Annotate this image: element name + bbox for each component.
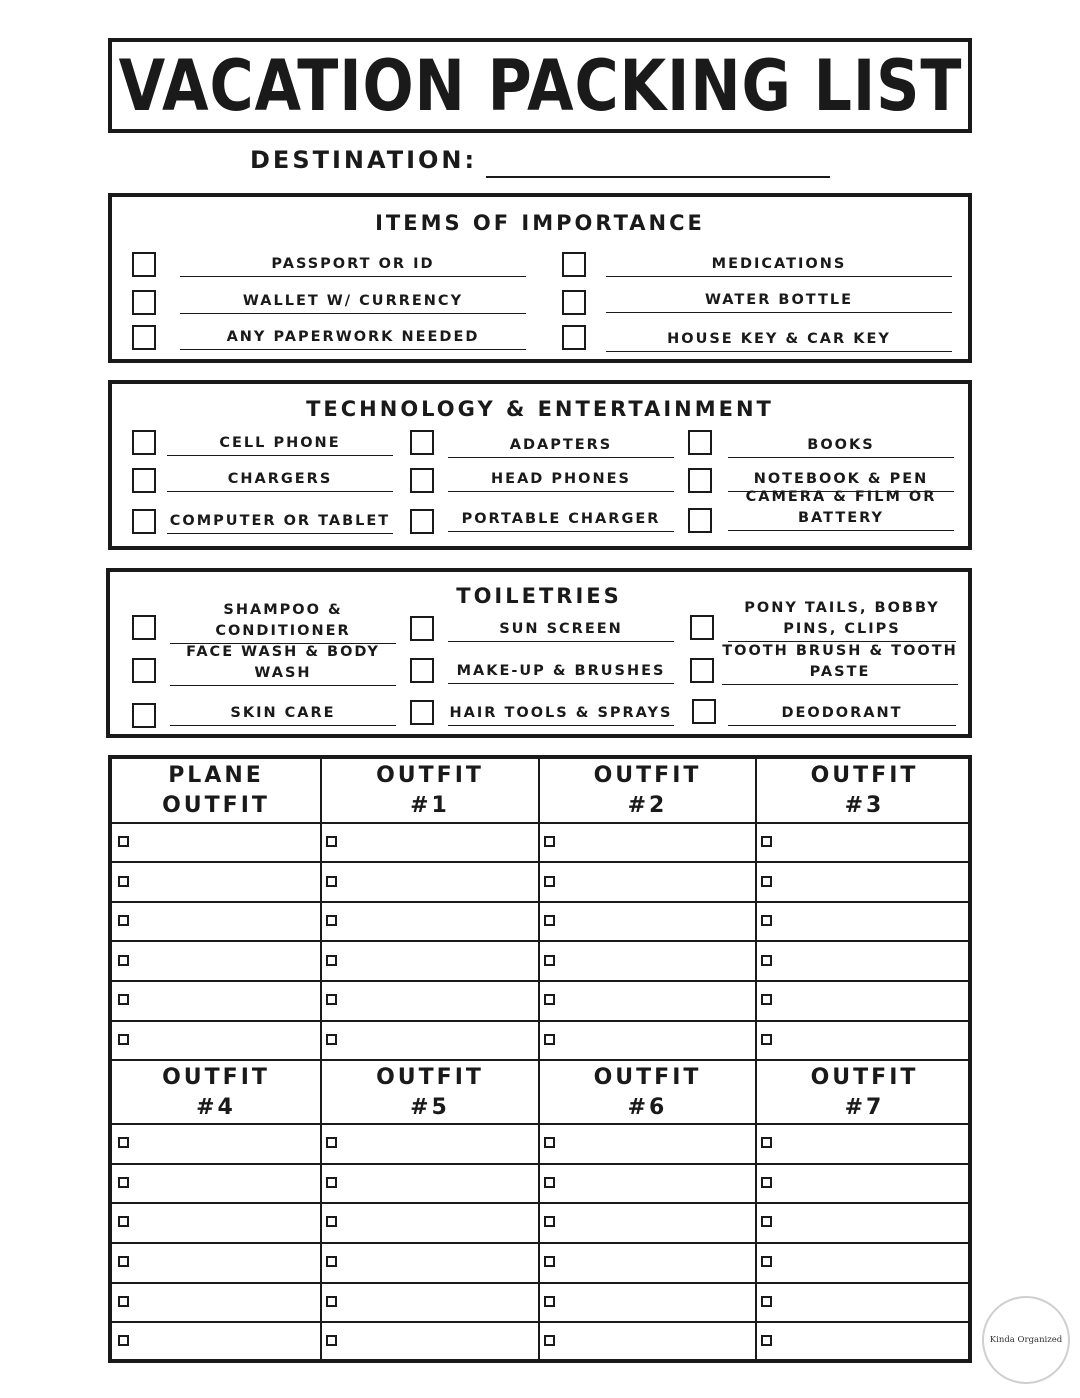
outfit-checkbox[interactable] <box>326 1256 337 1267</box>
item-portable-charger: PORTABLE CHARGER <box>448 486 674 532</box>
row-divider <box>112 861 968 863</box>
page-title: VACATION PACKING LIST <box>118 44 962 127</box>
item-books: BOOKS <box>728 434 954 458</box>
checkbox[interactable] <box>132 468 156 493</box>
checkbox[interactable] <box>410 700 434 725</box>
section-title: TECHNOLOGY & ENTERTAINMENT <box>306 397 774 421</box>
checkbox[interactable] <box>562 325 586 350</box>
outfit-checkbox[interactable] <box>326 1177 337 1188</box>
checkbox[interactable] <box>688 468 712 493</box>
section-title: ITEMS OF IMPORTANCE <box>375 211 705 235</box>
outfit-checkbox[interactable] <box>761 1137 772 1148</box>
outfit-checkbox[interactable] <box>326 1296 337 1307</box>
checkbox[interactable] <box>410 430 434 455</box>
outfit-checkbox[interactable] <box>118 1137 129 1148</box>
outfit-checkbox[interactable] <box>118 1335 129 1346</box>
item-medications: MEDICATIONS <box>606 253 952 277</box>
outfit-checkbox[interactable] <box>326 1034 337 1045</box>
outfit-checkbox[interactable] <box>761 994 772 1005</box>
section-technology <box>108 380 972 550</box>
row-divider <box>112 1282 968 1284</box>
outfit-checkbox[interactable] <box>544 836 555 847</box>
outfit-checkbox[interactable] <box>544 955 555 966</box>
row-divider <box>112 822 968 824</box>
outfit-header-2: OUTFIT #2 <box>593 763 702 818</box>
outfit-checkbox[interactable] <box>761 955 772 966</box>
outfit-checkbox[interactable] <box>544 876 555 887</box>
outfit-checkbox[interactable] <box>761 836 772 847</box>
row-divider <box>112 1163 968 1165</box>
row-divider <box>112 940 968 942</box>
checkbox[interactable] <box>132 658 156 683</box>
checkbox[interactable] <box>410 658 434 683</box>
item-paperwork: ANY PAPERWORK NEEDED <box>180 326 526 350</box>
section-title: TOILETRIES <box>456 584 622 608</box>
outfit-checkbox[interactable] <box>326 1137 337 1148</box>
item-head-phones: HEAD PHONES <box>448 468 674 492</box>
outfit-checkbox[interactable] <box>118 836 129 847</box>
outfit-header-6: OUTFIT #6 <box>593 1065 702 1120</box>
checkbox[interactable] <box>410 616 434 641</box>
checkbox[interactable] <box>410 468 434 493</box>
item-chargers: CHARGERS <box>167 468 393 492</box>
outfit-checkbox[interactable] <box>118 994 129 1005</box>
item-shampoo: SHAMPOO & CONDITIONER <box>170 600 396 644</box>
outfit-checkbox[interactable] <box>761 915 772 926</box>
outfit-checkbox[interactable] <box>118 955 129 966</box>
outfit-checkbox[interactable] <box>761 1335 772 1346</box>
outfit-checkbox[interactable] <box>544 915 555 926</box>
outfit-checkbox[interactable] <box>326 994 337 1005</box>
item-passport: PASSPORT OR ID <box>180 253 526 277</box>
outfit-checkbox[interactable] <box>326 836 337 847</box>
outfit-checkbox[interactable] <box>761 1296 772 1307</box>
item-sun-screen: SUN SCREEN <box>448 618 674 642</box>
checkbox[interactable] <box>132 325 156 350</box>
brand-logo: Kinda Organized <box>982 1296 1070 1384</box>
checkbox[interactable] <box>562 252 586 277</box>
outfit-checkbox[interactable] <box>761 1256 772 1267</box>
outfit-checkbox[interactable] <box>544 1137 555 1148</box>
outfit-checkbox[interactable] <box>326 1335 337 1346</box>
row-divider <box>112 1321 968 1323</box>
outfit-checkbox[interactable] <box>118 915 129 926</box>
section-items-of-importance <box>108 193 972 363</box>
outfit-checkbox[interactable] <box>118 1216 129 1227</box>
checkbox[interactable] <box>688 508 712 533</box>
checkbox[interactable] <box>562 290 586 315</box>
outfit-header-3: OUTFIT #3 <box>810 763 919 818</box>
outfit-header-5: OUTFIT #5 <box>376 1065 484 1120</box>
item-house-key: HOUSE KEY & CAR KEY <box>606 328 952 352</box>
item-camera: CAMERA & FILM OR BATTERY <box>728 485 954 531</box>
row-divider <box>112 1059 968 1061</box>
item-make-up: MAKE-UP & BRUSHES <box>448 660 674 684</box>
checkbox[interactable] <box>132 290 156 315</box>
outfit-checkbox[interactable] <box>326 915 337 926</box>
outfit-checkbox[interactable] <box>761 876 772 887</box>
row-divider <box>112 1123 968 1125</box>
item-cell-phone: CELL PHONE <box>167 432 393 456</box>
row-divider <box>112 1202 968 1204</box>
outfit-checkbox[interactable] <box>761 1177 772 1188</box>
outfit-checkbox[interactable] <box>118 876 129 887</box>
item-water-bottle: WATER BOTTLE <box>606 289 952 313</box>
item-notebook: NOTEBOOK & PEN <box>728 468 954 492</box>
checkbox[interactable] <box>688 430 712 455</box>
outfit-checkbox[interactable] <box>326 955 337 966</box>
item-skin-care: SKIN CARE <box>170 702 396 726</box>
outfit-checkbox[interactable] <box>544 1256 555 1267</box>
item-adapters: ADAPTERS <box>448 434 674 458</box>
destination-field[interactable] <box>486 176 830 178</box>
checkbox[interactable] <box>132 615 156 640</box>
outfit-header-1: OUTFIT #1 <box>376 763 484 818</box>
checkbox[interactable] <box>692 699 716 724</box>
outfit-header-4: OUTFIT #4 <box>162 1065 270 1120</box>
destination-label: DESTINATION: <box>250 146 478 174</box>
checkbox[interactable] <box>132 430 156 455</box>
outfit-checkbox[interactable] <box>326 876 337 887</box>
outfit-checkbox[interactable] <box>118 1296 129 1307</box>
item-face-wash: FACE WASH & BODY WASH <box>170 642 396 686</box>
checkbox[interactable] <box>132 703 156 728</box>
row-divider <box>112 901 968 903</box>
outfit-header-plane: PLANE OUTFIT <box>162 763 270 818</box>
outfit-checkbox[interactable] <box>326 1216 337 1227</box>
item-wallet: WALLET W/ CURRENCY <box>180 290 526 314</box>
outfit-header-7: OUTFIT #7 <box>810 1065 919 1120</box>
outfit-checkbox[interactable] <box>544 1335 555 1346</box>
checkbox[interactable] <box>410 509 434 534</box>
item-pony-tails: PONY TAILS, BOBBY PINS, CLIPS <box>728 598 956 642</box>
row-divider <box>112 1020 968 1022</box>
checkbox[interactable] <box>690 615 714 640</box>
row-divider <box>112 1242 968 1244</box>
outfit-checkbox[interactable] <box>544 1216 555 1227</box>
item-deodorant: DEODORANT <box>728 702 956 726</box>
outfit-grid <box>108 755 972 1363</box>
checkbox[interactable] <box>132 252 156 277</box>
checkbox[interactable] <box>690 658 714 683</box>
item-tooth-brush: TOOTH BRUSH & TOOTH PASTE <box>722 641 958 685</box>
title-box <box>108 38 972 133</box>
outfit-checkbox[interactable] <box>544 1177 555 1188</box>
row-divider <box>112 980 968 982</box>
outfit-checkbox[interactable] <box>118 1034 129 1045</box>
outfit-checkbox[interactable] <box>118 1177 129 1188</box>
outfit-checkbox[interactable] <box>761 1216 772 1227</box>
outfit-checkbox[interactable] <box>544 1034 555 1045</box>
item-computer: COMPUTER OR TABLET <box>167 488 393 534</box>
checkbox[interactable] <box>132 509 156 534</box>
outfit-checkbox[interactable] <box>118 1256 129 1267</box>
section-toiletries <box>106 568 972 738</box>
outfit-checkbox[interactable] <box>761 1034 772 1045</box>
outfit-checkbox[interactable] <box>544 994 555 1005</box>
item-hair-tools: HAIR TOOLS & SPRAYS <box>448 702 674 726</box>
outfit-checkbox[interactable] <box>544 1296 555 1307</box>
